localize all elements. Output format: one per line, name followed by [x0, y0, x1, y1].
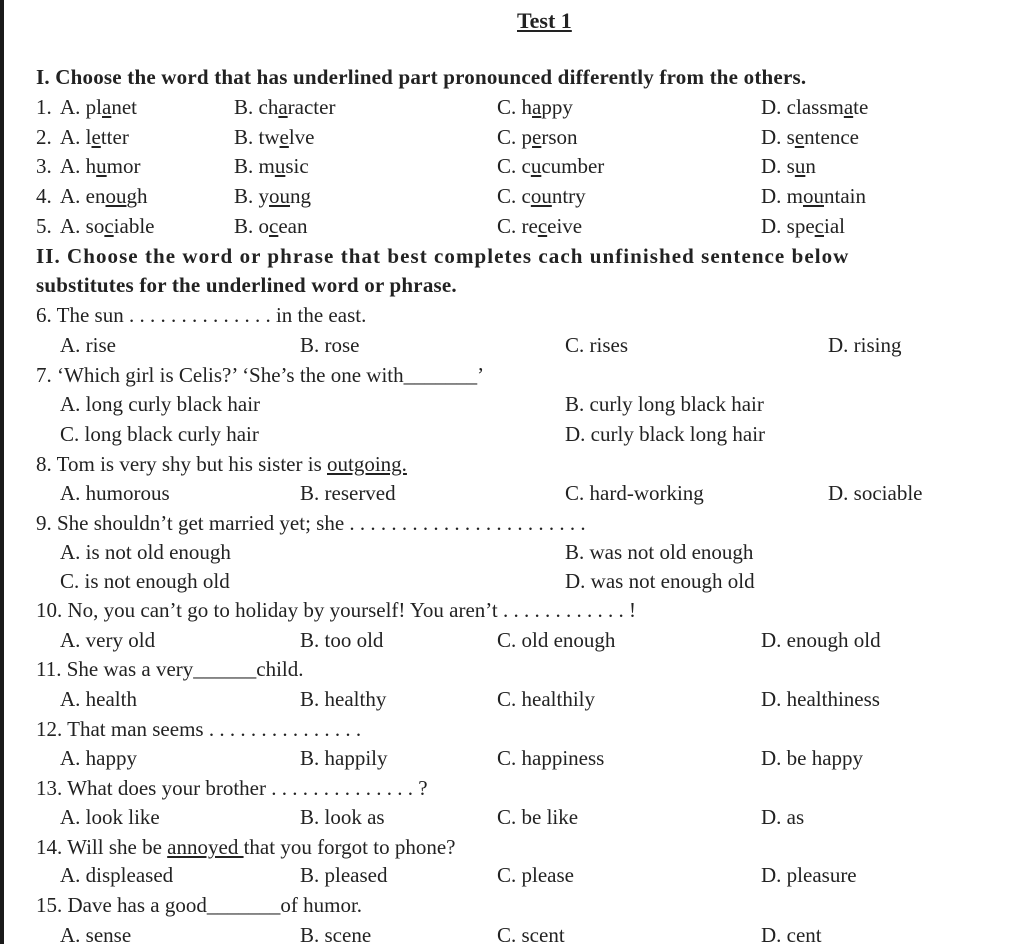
question-15-option-b[interactable]: B. scene	[300, 923, 372, 947]
question-9-option-c[interactable]: C. is not enough old	[60, 569, 230, 593]
word-part: lve	[288, 125, 315, 149]
question-11-stem-end: child.	[256, 657, 304, 681]
question-8-stem-text: 8. Tom is very shy but his sister is	[36, 452, 327, 476]
part1-item-2-option-d[interactable]	[761, 124, 859, 150]
word-part: ntain	[824, 184, 866, 208]
part2-heading-line1: II. Choose the word or phrase that best completes cach unfinished sentence below	[36, 244, 850, 268]
part1-item-5-option-b[interactable]	[234, 213, 308, 239]
question-15-option-c[interactable]: C. scent	[497, 923, 565, 947]
question-11-option-b[interactable]: B. healthy	[300, 687, 387, 711]
word-part: gh	[126, 184, 148, 208]
part1-item-3-option-a[interactable]	[60, 153, 141, 179]
word-part: C. c	[497, 184, 531, 208]
underlined-letters: c	[269, 214, 279, 238]
question-12-option-b[interactable]: B. happily	[300, 746, 388, 770]
question-11-stem	[36, 656, 304, 682]
part1-item-4-option-b[interactable]	[234, 183, 311, 209]
word-part: rson	[541, 125, 578, 149]
question-8-stem	[36, 451, 407, 477]
word-part: C. h	[497, 95, 533, 119]
part2-heading-line2: substitutes for the underlined word or phrase.	[36, 273, 457, 297]
question-13-stem: 13. What does your brother . . . . . . . . . . . . . . ?	[36, 776, 428, 800]
word-part: B. ch	[234, 95, 279, 119]
question-7-stem-text: 7. ‘Which girl is Celis?’ ‘She’s the one with	[36, 363, 404, 387]
question-15-blank: _______	[206, 893, 281, 917]
part1-item-1-option-a[interactable]	[60, 94, 137, 120]
underlined-letters: ou	[269, 184, 291, 208]
question-13-option-b[interactable]: B. look as	[300, 805, 385, 829]
word-part: tter	[100, 125, 129, 149]
underlined-letters: c	[537, 214, 548, 238]
word-part: net	[111, 95, 137, 119]
word-part: B. m	[234, 154, 275, 178]
underlined-letters: e	[532, 125, 542, 149]
word-part: D. spe	[761, 214, 815, 238]
question-15-option-d[interactable]: D. cent	[761, 923, 822, 947]
question-7-option-d[interactable]: D. curly black long hair	[565, 422, 766, 446]
part1-item-2-option-b[interactable]	[234, 124, 315, 150]
question-14-stem	[36, 834, 456, 860]
word-part: A. h	[60, 154, 97, 178]
part1-item-1-option-c[interactable]	[497, 94, 573, 120]
word-part: ntry	[551, 184, 586, 208]
word-part: B. y	[234, 184, 270, 208]
word-part: n	[805, 154, 816, 178]
question-6-option-d[interactable]: D. rising	[828, 333, 902, 357]
question-14-option-a[interactable]: A. displeased	[60, 863, 174, 887]
part1-item-1-option-d[interactable]	[761, 94, 868, 120]
part1-item-3-option-b[interactable]	[234, 153, 309, 179]
question-12-option-d[interactable]: D. be happy	[761, 746, 864, 770]
question-15-option-a[interactable]: A. sense	[60, 923, 132, 947]
question-14-option-d[interactable]: D. pleasure	[761, 863, 857, 887]
part1-item-1-number: 1.	[36, 95, 52, 119]
page-title: Test 1	[517, 8, 572, 33]
question-6-stem: 6. The sun . . . . . . . . . . . . . . in the east.	[36, 303, 367, 327]
question-11-stem-text: 11. She was a very	[36, 657, 194, 681]
question-7-stem-end: ’	[477, 363, 485, 387]
word-part: D. classm	[761, 95, 844, 119]
word-part: B. tw	[234, 125, 280, 149]
question-11-option-c[interactable]: C. healthily	[497, 687, 595, 711]
underlined-letters: ou	[803, 184, 824, 208]
underlined-letters: e	[279, 125, 289, 149]
question-8-option-c[interactable]: C. hard-working	[565, 481, 704, 505]
word-part: racter	[287, 95, 336, 119]
question-15-stem-end: of humor.	[280, 893, 363, 917]
word-part: D. m	[761, 184, 803, 208]
question-11-blank: ______	[193, 657, 257, 681]
question-10-stem: 10. No, you can’t go to holiday by yourself! You aren’t . . . . . . . . . . . . !	[36, 598, 636, 622]
underlined-letters: e	[91, 125, 101, 149]
part1-item-3-number: 3.	[36, 154, 52, 178]
part1-item-2-option-a[interactable]	[60, 124, 129, 150]
part1-item-2-number: 2.	[36, 125, 52, 149]
word-part: te	[853, 95, 869, 119]
question-8-option-b[interactable]: B. reserved	[300, 481, 396, 505]
question-14-stem-text: 14. Will she be	[36, 835, 168, 859]
word-part: eive	[547, 214, 583, 238]
question-10-option-a[interactable]: A. very old	[60, 628, 156, 652]
underlined-letters: u	[96, 154, 107, 178]
part1-item-5-option-a[interactable]	[60, 213, 154, 239]
question-7-option-c[interactable]: C. long black curly hair	[60, 422, 259, 446]
word-part: A. l	[60, 125, 92, 149]
word-part: D. s	[761, 125, 795, 149]
underlined-letters: c	[104, 214, 114, 238]
question-13-option-d[interactable]: D. as	[761, 805, 805, 829]
underlined-letters: ou	[530, 184, 552, 208]
word-part: A. pl	[60, 95, 102, 119]
word-part: ean	[278, 214, 308, 238]
part1-item-5-number: 5.	[36, 214, 52, 238]
word-part: cumber	[541, 154, 605, 178]
question-10-option-c[interactable]: C. old enough	[497, 628, 616, 652]
word-part: A. so	[60, 214, 105, 238]
underlined-letters: c	[814, 214, 824, 238]
word-part: C. c	[497, 154, 531, 178]
word-part: C. re	[497, 214, 538, 238]
page-left-border	[0, 0, 4, 944]
question-9-option-a[interactable]: A. is not old enough	[60, 540, 231, 564]
part1-item-4-number: 4.	[36, 184, 52, 208]
question-15-stem	[36, 892, 362, 918]
question-14-stem-end: that you forgot to phone?	[243, 835, 456, 859]
part1-item-3-option-d[interactable]	[761, 153, 816, 179]
word-part: sic	[285, 154, 309, 178]
underlined-letters: u	[794, 154, 806, 178]
question-11-option-d[interactable]: D. healthiness	[761, 687, 880, 711]
question-14-option-c[interactable]: C. please	[497, 863, 574, 887]
word-part: ial	[824, 214, 845, 238]
question-7-option-b[interactable]: B. curly long black hair	[565, 392, 764, 416]
part1-item-5-option-d[interactable]	[761, 213, 845, 239]
part1-item-3-option-c[interactable]	[497, 153, 604, 179]
underlined-letters: e	[794, 125, 805, 149]
question-12-option-c[interactable]: C. happiness	[497, 746, 605, 770]
underlined-letters: u	[274, 154, 286, 178]
part1-heading: I. Choose the word that has underlined part pronounced differently from the others.	[36, 65, 807, 89]
question-7-blank: _______	[403, 363, 478, 387]
question-10-option-d[interactable]: D. enough old	[761, 628, 881, 652]
underlined-letters: a	[278, 95, 288, 119]
question-8-underlined-word: outgoing.	[327, 452, 407, 476]
word-part: mor	[106, 154, 141, 178]
question-8-option-d[interactable]: D. sociable	[828, 481, 923, 505]
question-9-stem: 9. She shouldn’t get married yet; she . . . . . . . . . . . . . . . . . . . . . . .	[36, 511, 586, 535]
question-10-option-b[interactable]: B. too old	[300, 628, 384, 652]
part1-item-4-option-d[interactable]	[761, 183, 866, 209]
underlined-letters: ou	[105, 184, 127, 208]
word-part: ntence	[804, 125, 859, 149]
part1-item-5-option-c[interactable]	[497, 213, 582, 239]
word-part: D. s	[761, 154, 795, 178]
question-15-stem-text: 15. Dave has a good	[36, 893, 207, 917]
question-14-underlined-word: annoyed	[167, 835, 244, 859]
question-6-option-a[interactable]: A. rise	[60, 333, 116, 357]
part1-item-4-option-a[interactable]	[60, 183, 148, 209]
question-13-option-c[interactable]: C. be like	[497, 805, 579, 829]
question-11-option-a[interactable]: A. health	[60, 687, 137, 711]
question-9-option-d[interactable]: D. was not enough old	[565, 569, 755, 593]
word-part: B. o	[234, 214, 270, 238]
question-13-option-a[interactable]: A. look like	[60, 805, 160, 829]
underlined-letters: a	[843, 95, 854, 119]
question-12-option-a[interactable]: A. happy	[60, 746, 137, 770]
question-8-option-a[interactable]: A. humorous	[60, 481, 170, 505]
underlined-letters: a	[532, 95, 542, 119]
underlined-letters: a	[102, 95, 112, 119]
underlined-letters: u	[530, 154, 542, 178]
question-7-option-a[interactable]: A. long curly black hair	[60, 392, 261, 416]
part1-item-1-option-b[interactable]	[234, 94, 335, 120]
word-part: ppy	[541, 95, 573, 119]
word-part: C. p	[497, 125, 533, 149]
question-6-option-c[interactable]: C. rises	[565, 333, 628, 357]
word-part: ng	[290, 184, 312, 208]
question-9-option-b[interactable]: B. was not old enough	[565, 540, 754, 564]
part1-item-2-option-c[interactable]	[497, 124, 578, 150]
question-14-option-b[interactable]: B. pleased	[300, 863, 388, 887]
word-part: A. en	[60, 184, 106, 208]
question-7-stem	[36, 362, 484, 388]
question-12-stem: 12. That man seems . . . . . . . . . . . . . . .	[36, 717, 362, 741]
part1-item-4-option-c[interactable]	[497, 183, 586, 209]
question-6-option-b[interactable]: B. rose	[300, 333, 360, 357]
word-part: iable	[113, 214, 155, 238]
